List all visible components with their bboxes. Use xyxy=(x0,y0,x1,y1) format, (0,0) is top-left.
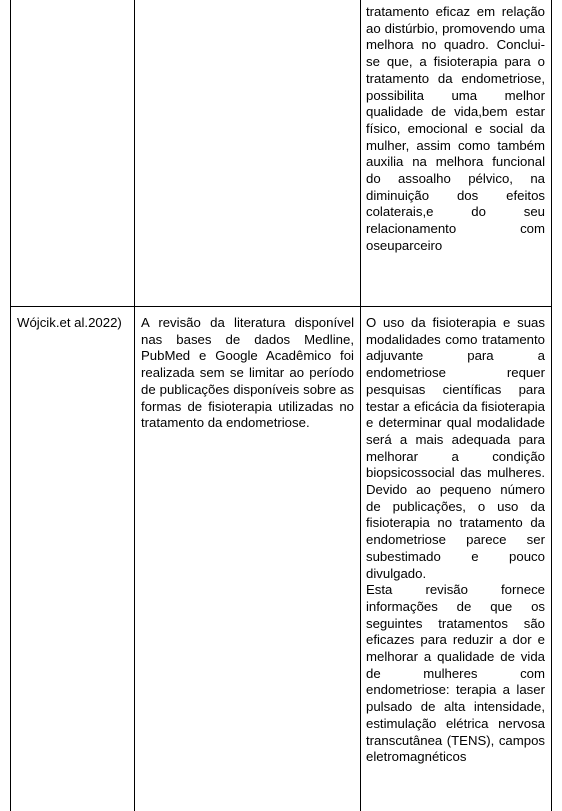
table-cell-row2-results xyxy=(366,315,545,766)
table-row-divider xyxy=(10,306,552,307)
results-paragraph-2: Esta revisão fornece informações de que os seguintes tratamentos são eficazes para reduzir a dor e melhorar a qualidade de vida de mulheres com endometriose: terapia a laser pulsado de alta intensidade, estimulação elétrica nervosa transcutânea (TENS), campos eletromagnéticos xyxy=(366,582,545,765)
table-cell-row1-results: tratamento eficaz em relação ao distúrbio, promovendo uma melhora no quadro. Conclui-se que, a fisioterapia para o tratamento da endometriose, possibilita uma melhor qualidade de vida,bem estar físico, emocional e social da mulher, assim como também auxilia na melhora funcional do assoalho pélvico, na diminuição dos efeitos colaterais,e do seu relacionamento com oseuparceiro xyxy=(366,4,545,253)
table-border-col2 xyxy=(360,0,361,811)
results-paragraph-1: O uso da fisioterapia e suas modalidades como tratamento adjuvante para a endometriose requer pesquisas científicas para testar a eficácia da fisioterapia e determinar qual modalidade será a mais adequada para melhorar a condição biopsicossocial das mulheres. Devido ao pequeno número de publicações, o uso da fisioterapia no tratamento da endometriose parece ser subestimado e pouco divulgado. xyxy=(366,315,545,581)
table-border-col1 xyxy=(134,0,135,811)
table-cell-row2-method: A revisão da literatura disponível nas bases de dados Medline, PubMed e Google Acadêmico foi realizada sem se limitar ao período de publicações disponíveis sobre as formas de fisioterapia utilizadas no tratamento da endometriose. xyxy=(141,315,354,431)
table-border-left xyxy=(10,0,11,811)
table-border-right xyxy=(551,0,552,811)
table-cell-row2-author: Wójcik.et al.2022) xyxy=(17,315,122,330)
